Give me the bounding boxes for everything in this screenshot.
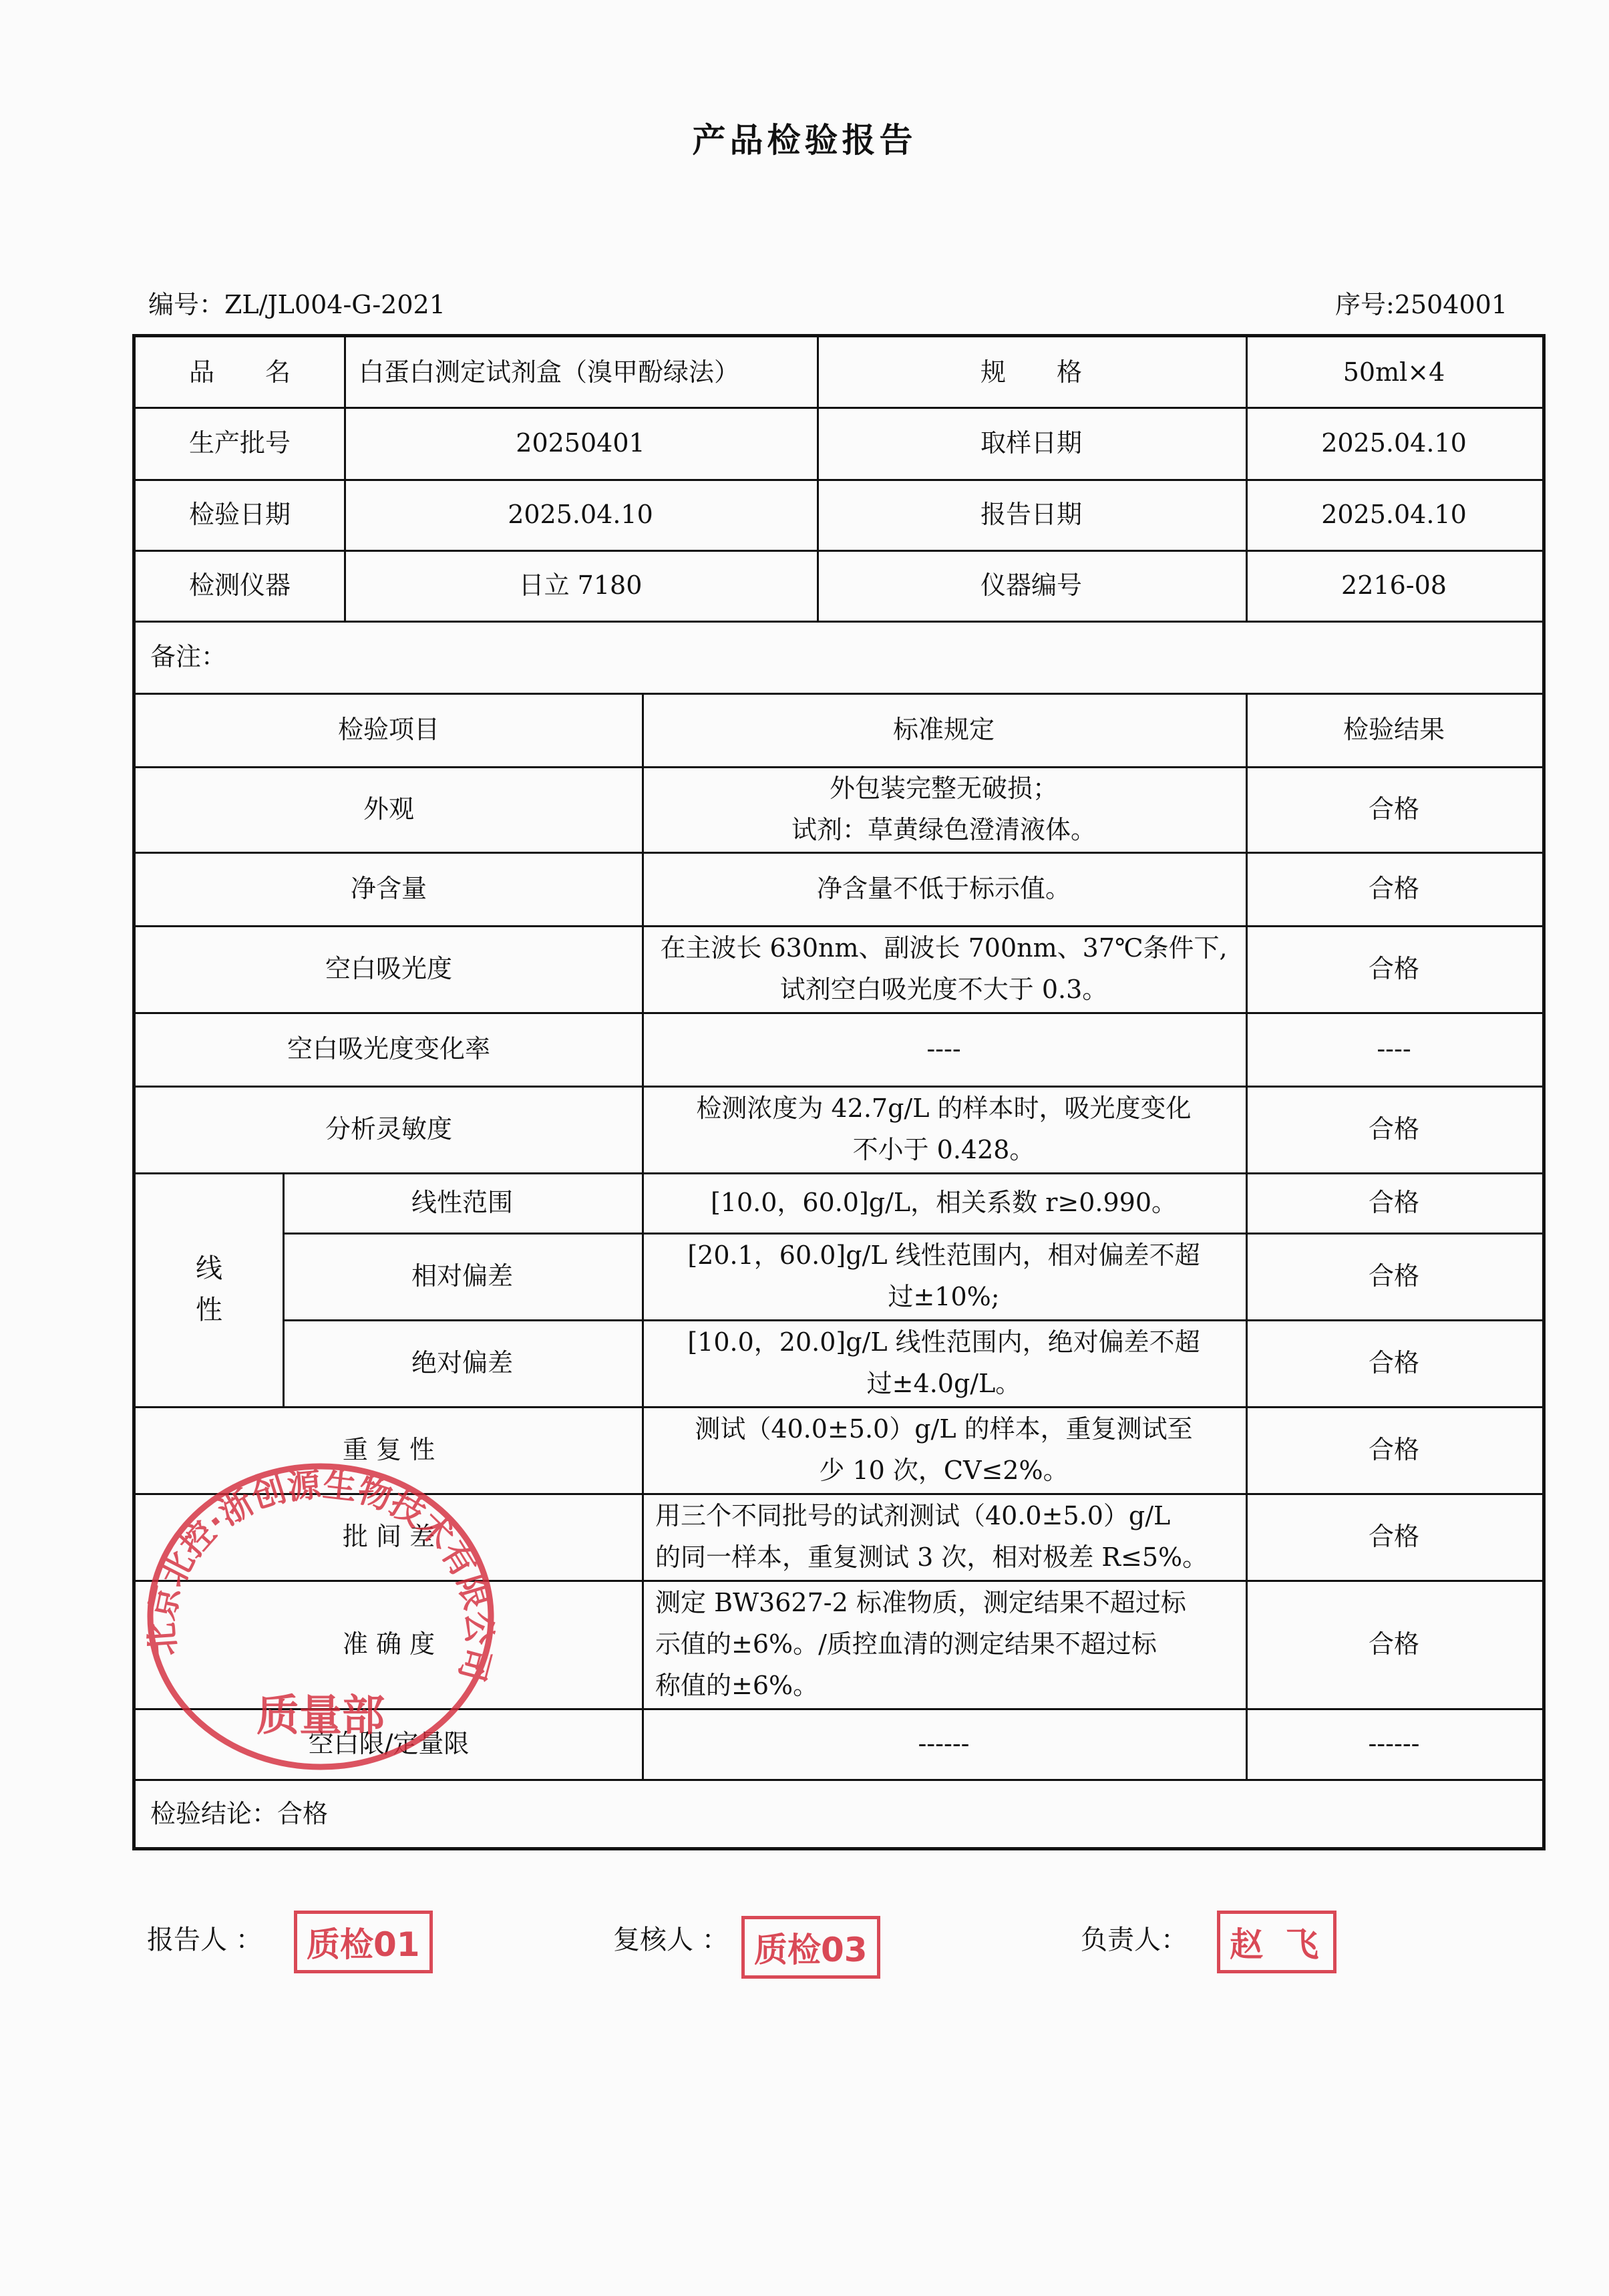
std-appearance-line2: 试剂：草黄绿色澄清液体。: [791, 815, 1096, 844]
std-net: 净含量不低于标示值。: [816, 874, 1071, 903]
result-blank-abs: 合格: [1368, 954, 1419, 983]
result-linear-range: 合格: [1368, 1188, 1419, 1217]
spec-value: 50ml×4: [1343, 357, 1445, 387]
result-blank-rate: ----: [1377, 1034, 1411, 1063]
std-rel-dev: [642, 1233, 1246, 1319]
std-appearance-line1: 外包装完整无破损；: [829, 774, 1058, 803]
std-limit: ------: [918, 1729, 970, 1758]
document-number: 编号：ZL/JL004-G-2021: [148, 290, 445, 319]
item-limit: 空白限/定量限: [308, 1729, 470, 1758]
result-rel-dev: 合格: [1368, 1261, 1419, 1291]
product-value: 白蛋白测定试剂盒（溴甲酚绿法）: [359, 357, 740, 387]
report-date-value: 2025.04.10: [1321, 500, 1467, 529]
manager-label: 负责人：: [1081, 1925, 1188, 1955]
item-net: 净含量: [350, 874, 427, 903]
instrument-no-label: 仪器编号: [980, 570, 1082, 600]
result-limit: ------: [1368, 1729, 1420, 1758]
std-sensitivity-line1: 检测浓度为 42.7g/L 的样本时，吸光度变化: [696, 1094, 1192, 1123]
std-abs-dev: [642, 1319, 1246, 1406]
std-batch-diff-line2: 的同一样本，重复测试 3 次，相对极差 R≤5%。: [655, 1542, 1208, 1572]
header-item: 检验项目: [337, 715, 439, 744]
result-sensitivity: 合格: [1368, 1114, 1419, 1144]
item-accuracy: 准 确 度: [342, 1629, 435, 1659]
linear-side-1: 线: [196, 1253, 222, 1284]
page-title: 产品检验报告: [692, 121, 917, 160]
sample-date-label: 取样日期: [980, 428, 1082, 458]
header-standard: 标准规定: [892, 715, 995, 744]
result-repeat: 合格: [1368, 1435, 1419, 1464]
remarks-label: 备注：: [150, 642, 227, 671]
std-sensitivity-line2: 不小于 0.428。: [852, 1135, 1035, 1164]
linear-side-2: 性: [196, 1295, 222, 1325]
std-repeat: [642, 1406, 1246, 1493]
product-label: 品 名: [188, 357, 291, 387]
std-batch-diff: [642, 1493, 1246, 1580]
std-appearance: [642, 766, 1246, 852]
seal-dept: 质量部: [256, 1691, 385, 1741]
std-sensitivity: [642, 1086, 1246, 1172]
std-blank-abs-line1: 在主波长 630nm、副波长 700nm、37℃条件下,: [660, 933, 1228, 963]
std-repeat-line2: 少 10 次，CV≤2%。: [819, 1456, 1069, 1485]
spec-label: 规 格: [980, 357, 1082, 387]
result-batch-diff: 合格: [1368, 1522, 1419, 1551]
report-date-label: 报告日期: [980, 500, 1082, 529]
serial-number: 序号:2504001: [1334, 290, 1507, 319]
reporter-label: 报告人 ：: [147, 1925, 262, 1955]
item-sensitivity: 分析灵敏度: [325, 1114, 452, 1144]
linear-group-label: [136, 1172, 283, 1406]
std-blank-abs-line2: 试剂空白吸光度不大于 0.3。: [779, 975, 1108, 1004]
instrument-no-value: 2216-08: [1341, 570, 1447, 600]
item-repeat: 重 复 性: [342, 1435, 435, 1464]
item-linear-range: 线性范围: [411, 1188, 513, 1217]
std-batch-diff-line1: 用三个不同批号的试剂测试（40.0±5.0）g/L: [655, 1501, 1171, 1530]
sample-date-value: 2025.04.10: [1321, 428, 1467, 458]
batch-value: 20250401: [516, 428, 645, 458]
reviewer-stamp: 质检03: [741, 1916, 880, 1979]
std-accuracy: [642, 1580, 1246, 1708]
manager-stamp: 赵 飞: [1217, 1911, 1336, 1973]
std-linear-range: [10.0，60.0]g/L，相关系数 r≥0.990。: [710, 1188, 1178, 1217]
std-accuracy-line3: 称值的±6%。: [655, 1671, 819, 1700]
std-accuracy-line2: 示值的±6%。/质控血清的测定结果不超过标: [655, 1629, 1157, 1659]
reviewer-label: 复核人 ：: [613, 1925, 729, 1955]
result-net: 合格: [1368, 874, 1419, 903]
std-blank-rate: ----: [926, 1034, 961, 1063]
std-repeat-line1: 测试（40.0±5.0）g/L 的样本，重复测试至: [695, 1414, 1193, 1444]
item-batch-diff: 批 间 差: [342, 1522, 435, 1551]
item-rel-dev: 相对偏差: [411, 1261, 513, 1291]
test-date-value: 2025.04.10: [508, 500, 653, 529]
result-appearance: 合格: [1368, 794, 1419, 824]
std-accuracy-line1: 测定 BW3627-2 标准物质，测定结果不超过标: [655, 1588, 1186, 1617]
result-abs-dev: 合格: [1368, 1348, 1419, 1377]
header-result: 检验结果: [1343, 715, 1445, 744]
batch-label: 生产批号: [188, 428, 291, 458]
std-rel-dev-line2: 过±10%;: [888, 1282, 1000, 1311]
item-abs-dev: 绝对偏差: [411, 1348, 513, 1377]
std-abs-dev-line2: 过±4.0g/L。: [866, 1369, 1021, 1398]
std-rel-dev-line1: [20.1，60.0]g/L 线性范围内，相对偏差不超: [687, 1241, 1200, 1270]
std-blank-abs: [642, 925, 1246, 1012]
reporter-stamp: 质检01: [294, 1911, 433, 1973]
seal-text: 北京北控·浙创源生物技术有限公司: [142, 1465, 499, 1685]
instrument-value: 日立 7180: [518, 570, 643, 600]
item-blank-abs: 空白吸光度: [325, 954, 452, 983]
instrument-label: 检测仪器: [188, 570, 291, 600]
company-seal: [134, 1450, 508, 1784]
item-appearance: 外观: [363, 794, 414, 824]
std-abs-dev-line1: [10.0，20.0]g/L 线性范围内，绝对偏差不超: [687, 1327, 1200, 1357]
conclusion: 检验结论：合格: [150, 1799, 329, 1828]
test-date-label: 检验日期: [188, 500, 291, 529]
item-blank-rate: 空白吸光度变化率: [287, 1034, 490, 1063]
result-accuracy: 合格: [1368, 1629, 1419, 1659]
